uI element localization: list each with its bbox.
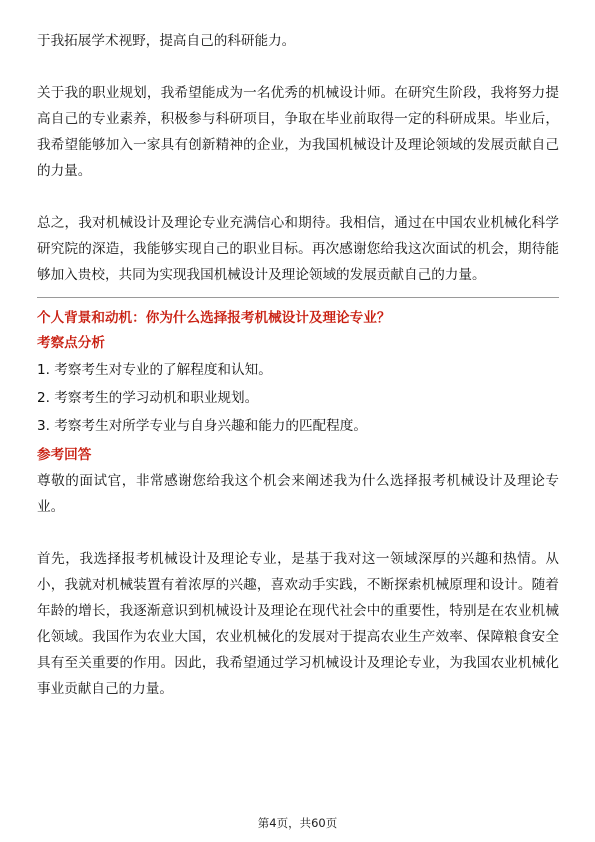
answer-paragraph-2: 首先，我选择报考机械设计及理论专业，是基于我对这一领域深厚的兴趣和热情。从小，我就对机械装置有着浓厚的兴趣，喜欢动手实践，不断探索机械原理和设计。随着年龄的增长，我逐渐意识到机械设计及理论在现代社会中的重要性，特别是在农业机械化领域。我国作为农业大国，农业机械化的发展对于提高农业生产效率、保障粮食安全具有至关重要的作用。因此，我希望通过学习机械设计及理论专业，为我国农业机械化事业贡献自己的力量。 [37, 551, 559, 697]
analysis-heading: 考察点分析 [37, 335, 105, 351]
conclusion-paragraph: 总之，我对机械设计及理论专业充满信心和期待。我相信，通过在中国农业机械化科学研究院的深造，我能够实现自己的职业目标。再次感谢您给我这次面试的机会，期待能够加入贵校，共同为实现我国机械设计及理论领域的发展贡献自己的力量。 [37, 215, 559, 283]
analysis-item: 2. 考察考生的学习动机和职业规划。 [37, 390, 259, 406]
page-number: 第4页，共60页 [257, 816, 338, 830]
analysis-list [37, 356, 559, 440]
interview-question: 个人背景和动机：你为什么选择报考机械设计及理论专业？ [37, 310, 391, 326]
page-content [37, 28, 559, 702]
analysis-item: 1. 考察考生对专业的了解程度和认知。 [37, 362, 272, 378]
answer-paragraph-1: 尊敬的面试官，非常感谢您给我这个机会来阐述我为什么选择报考机械设计及理论专业。 [37, 473, 559, 515]
answer-heading: 参考回答 [37, 447, 92, 463]
career-plan-paragraph: 关于我的职业规划，我希望能成为一名优秀的机械设计师。在研究生阶段，我将努力提高自己的专业素养，积极参与科研项目，争取在毕业前取得一定的科研成果。毕业后，我希望能够加入一家具有创新精神的企业，为我国机械设计及理论领域的发展贡献自己的力量。 [37, 85, 559, 179]
intro-paragraph-1: 于我拓展学术视野，提高自己的科研能力。 [37, 33, 296, 49]
analysis-item: 3. 考察考生对所学专业与自身兴趣和能力的匹配程度。 [37, 418, 367, 434]
section-divider [37, 297, 559, 298]
